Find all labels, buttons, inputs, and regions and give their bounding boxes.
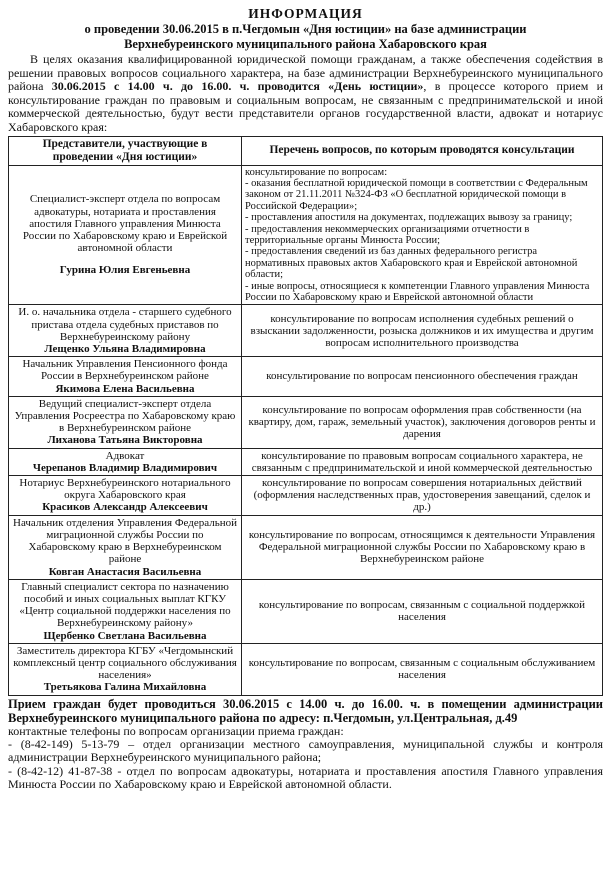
document-page: [8, 0, 603, 792]
topics-cell: [242, 476, 603, 516]
representative-cell: [9, 448, 242, 475]
representative-cell: [9, 357, 242, 397]
table-row: [9, 448, 603, 475]
topics-cell: [242, 515, 603, 579]
table-body: [9, 165, 603, 695]
topics-cell: [242, 643, 603, 695]
representative-position: И. о. начальника отдела - старшего судебного пристава отдела судебных приставов по Верхнебуреинскому району: [18, 306, 232, 343]
topic-line: консультирование по вопросам, относящимся к деятельности Управления Федеральной миграционной службы России по Хабаровскому краю в Верхнебуреинском районе: [248, 528, 596, 566]
representative-cell: [9, 515, 242, 579]
representative-name: Лещенко Ульяна Владимировна: [44, 343, 206, 356]
col-header-topics: Перечень вопросов, по которым проводятся консультации: [242, 136, 603, 165]
document-title: ИНФОРМАЦИЯ: [248, 6, 363, 21]
topic-line: консультирование по вопросам исполнения судебных решений о взыскании задолженности, розыска должников и их имущества и другим вопросам исполнительного производства: [250, 312, 594, 349]
reception-info: Прием граждан будет проводиться 30.06.2015 с 14.00 ч. до 16.00. ч. в помещении администрации Верхнебуреинского муниципального района по адресу: п.Чегдомын, ул.Центральная, д.49: [8, 696, 603, 725]
representative-position: Начальник Управления Пенсионного фонда России в Верхнебуреинском районе: [22, 358, 228, 383]
topic-line: - оказания бесплатной юридической помощи в соответствии с Федеральным законом от 21.11.2011 №324-ФЗ «О бесплатной юридической помощи в Российской Федерации»;: [245, 177, 588, 212]
contacts-title: контактные телефоны по вопросам организации приема граждан:: [8, 723, 344, 738]
table-row: [9, 357, 603, 397]
topic-line: - иные вопросы, относящиеся к компетенции Главного управления Минюста России по Хабаровскому краю и Еврейской автономной области: [245, 280, 590, 304]
representative-name: Якимова Елена Васильевна: [55, 382, 195, 395]
footer: [8, 697, 603, 792]
intro-text-1: В целях оказания квалифицированной юридической помощи гражданам, а также обеспечения содействия в решении правовых вопросов социального характера, на базе администрации Верхнебуреинского муниципального района: [8, 52, 603, 94]
representative-name: Лиханова Татьяна Викторовна: [47, 434, 203, 447]
table-row: [9, 579, 603, 643]
topic-line: - предоставления сведений из баз данных федерального регистра нормативных правовых актов Хабаровского края и Еврейской автономной области;: [245, 246, 578, 281]
representative-name: Гурина Юлия Евгеньевна: [59, 264, 191, 277]
topics-cell: [242, 579, 603, 643]
topic-line: консультирование по вопросам:: [245, 166, 388, 178]
representative-cell: [9, 476, 242, 516]
topic-line: - предоставления некоммерческих организациями отчетности в территориальные органы Минюста России;: [245, 223, 530, 246]
topic-line: - проставления апостиля на документах, подлежащих вывозу за границу;: [245, 212, 573, 224]
topics-cell: [242, 448, 603, 475]
representative-position: Ведущий специалист-эксперт отдела Управления Росреестра по Хабаровскому краю в Верхнебуреинском районе: [14, 397, 236, 435]
representative-position: Нотариус Верхнебуреинского нотариального округа Хабаровского края: [19, 477, 231, 502]
representative-cell: [9, 165, 242, 305]
representative-position: Адвокат: [105, 449, 145, 462]
topics-cell: [242, 357, 603, 397]
intro-bold-dates: 30.06.2015 с 14.00 ч. до 16.00. ч. проводится «День юстиции»: [51, 79, 424, 94]
representative-name: Ковган Анастасия Васильевна: [48, 565, 202, 578]
table-row: [9, 396, 603, 448]
topic-line: консультирование по вопросам совершения нотариальных действий (оформления наследственных прав, удостоверения завещаний, сделок и др.): [253, 477, 591, 514]
representative-cell: [9, 396, 242, 448]
table-header-row: [9, 136, 603, 165]
topic-line: консультирование по правовым вопросам социального характера, не связанным с предпринимательской и иной коммерческой деятельностью: [251, 449, 593, 474]
representative-name: Третьякова Галина Михайловна: [43, 681, 207, 694]
representative-name: Красиков Александр Алексеевич: [42, 501, 208, 514]
table-row: [9, 305, 603, 357]
topic-line: консультирование по вопросам оформления прав собственности (на квартиру, дом, гараж, земельный участок), заключения договоров ренты и дарения: [248, 403, 596, 441]
document-subtitle-line2: Верхнебуреинского муниципального района Хабаровского края: [124, 37, 487, 51]
table-row: [9, 515, 603, 579]
representative-cell: [9, 305, 242, 357]
topics-cell: [242, 305, 603, 357]
col-header-representatives: Представители, участвующие в проведении «Дня юстиции»: [9, 136, 242, 165]
table-row: [9, 165, 603, 305]
representative-name: Черепанов Владимир Владимирович: [32, 461, 218, 474]
representative-position: Специалист-эксперт отдела по вопросам адвокатуры, нотариата и проставления апостиля Главного управления Минюста России по Хабаровскому краю и Еврейской автономной области: [22, 193, 228, 255]
representative-position: Заместитель директора КГБУ «Чегдомынский комплексный центр социального обслуживания населения»: [13, 644, 237, 682]
representatives-table: [8, 136, 603, 696]
representative-cell: [9, 643, 242, 695]
contact-line-1: - (8-42-149) 5-13-79 – отдел организации местного самоуправления, муниципальной службы и контроля администрации Верхнебуреинского муниципального района;: [8, 736, 603, 765]
table-row: [9, 476, 603, 516]
intro-text-2: , в процессе которого прием и консультирование граждан по правовым и социальным вопросам, не связанным с предпринимательской и иной коммерческой деятельностью, будут вести представители органов государственной власти, адвокат и нотариус Хабаровского края:: [8, 79, 604, 134]
representative-name: Щербенко Светлана Васильевна: [43, 629, 207, 642]
representative-cell: [9, 579, 242, 643]
topic-line: консультирование по вопросам, связанным с социальной поддержкой населения: [258, 599, 586, 624]
document-subtitle-line1: о проведении 30.06.2015 в п.Чегдомын «Дня юстиции» на базе администрации: [84, 22, 527, 36]
topic-line: консультирование по вопросам, связанным с социальным обслуживанием населения: [248, 656, 596, 682]
intro-paragraph: [8, 53, 603, 135]
contact-line-2: - (8-42-12) 41-87-38 - отдел по вопросам адвокатуры, нотариата и проставления апостиля Главного управления Минюста России по Хабаровскому краю и Еврейской автономной области.: [8, 763, 603, 792]
representative-position: Начальник отделения Управления Федеральной миграционной службы России по Хабаровскому краю в Верхнебуреинском районе: [13, 516, 237, 566]
representative-position: Главный специалист сектора по назначению пособий и иных социальных выплат КГКУ «Центр социальной поддержки населения по Верхнебуреинскому району»: [19, 580, 231, 630]
table-row: [9, 643, 603, 695]
topics-cell: [242, 165, 603, 305]
topics-cell: [242, 396, 603, 448]
topic-line: консультирование по вопросам пенсионного обеспечения граждан: [266, 370, 578, 383]
